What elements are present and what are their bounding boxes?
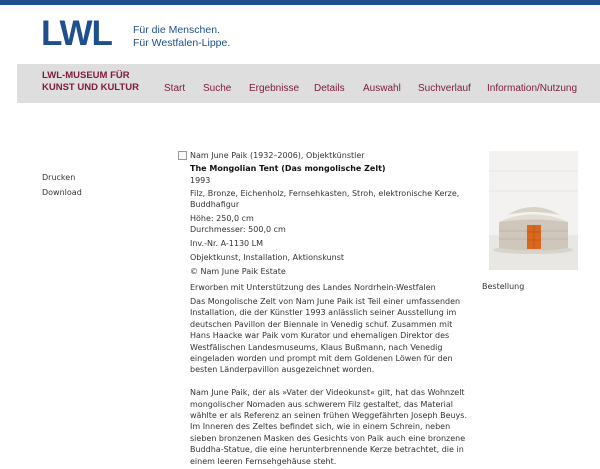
download-link[interactable]: Download bbox=[42, 188, 82, 197]
artist-name: Nam June Paik (1932–2006), Objektkünstler bbox=[190, 151, 365, 160]
description-paragraph-2: Nam June Paik, der als »Vater der Videokunst« gilt, hat das Wohnzelt mongolischer Nomaden aus schwerem Filz gestaltet, das Material wählte er als Referenz an seinen frühen Weggefährten Joseph Beuys. Im Inneren des Zeltes befindet sich, wie in einem Schrein, neben sieben bronzenen Masken des Gesichts von Paik auch eine bronzene Buddha-Statue, die eine herunterbrennende Kerze betrachtet, die in einem leeren Fernsehgehäuse steht. bbox=[190, 388, 468, 466]
description-paragraph-1: Das Mongolische Zelt von Nam June Paik ist Teil einer umfassenden Installation, die der Künstler 1993 anlässlich seiner Ausstellung im deutschen Pavillon der Biennale in Venedig schuf. Zusammen mit Hans Haacke war Paik vom Kurator und ehemaligen Direktor des Westfälischen Landesmuseums, Klaus Bußmann, nach Venedig eingeladen worden und prompt mit dem Goldenen Löwen für den besten Länderpavillon ausgezeichnet worden. bbox=[190, 297, 461, 375]
yurt-image bbox=[489, 151, 578, 270]
museum-name-line-1: LWL-MUSEUM FÜR bbox=[42, 70, 130, 81]
artwork-description bbox=[190, 296, 470, 467]
nav-auswahl[interactable]: Auswahl bbox=[363, 83, 401, 94]
artwork-diameter: Durchmesser: 500,0 cm bbox=[190, 225, 286, 234]
nav-suche[interactable]: Suche bbox=[203, 83, 232, 94]
main-navigation bbox=[17, 64, 600, 103]
nav-start[interactable]: Start bbox=[164, 83, 186, 94]
museum-name[interactable] bbox=[42, 70, 139, 94]
order-link[interactable]: Bestellung bbox=[482, 282, 525, 291]
nav-information[interactable]: Information/Nutzung bbox=[487, 83, 578, 94]
artwork-category: Objektkunst, Installation, Aktionskunst bbox=[190, 253, 345, 262]
acquisition-note: Erworben mit Unterstützung des Landes Nordrhein-Westfalen bbox=[190, 283, 436, 292]
logo-mark: LWL bbox=[41, 14, 112, 53]
tagline-line-1: Für die Menschen. bbox=[133, 24, 220, 36]
logo-tagline bbox=[133, 24, 263, 50]
artwork-title: The Mongolian Tent (Das mongolische Zelt) bbox=[190, 164, 386, 173]
tagline-line-2: Für Westfalen-Lippe. bbox=[133, 37, 231, 49]
artwork-material-line-1: Filz, Bronze, Eichenholz, Fernsehkasten, Stroh, elektronische Kerze, bbox=[190, 189, 460, 198]
artwork-year: 1993 bbox=[190, 176, 211, 185]
nav-ergebnisse[interactable]: Ergebnisse bbox=[249, 83, 300, 94]
inventory-number: Inv.-Nr. A-1130 LM bbox=[190, 239, 264, 248]
artwork-material-line-2: Buddhafigur bbox=[190, 200, 240, 209]
artwork-height: Höhe: 250,0 cm bbox=[190, 214, 254, 223]
museum-name-line-2: KUNST UND KULTUR bbox=[42, 82, 139, 93]
print-link[interactable]: Drucken bbox=[42, 173, 76, 182]
nav-details[interactable]: Details bbox=[314, 83, 345, 94]
artwork-image[interactable] bbox=[489, 151, 578, 270]
top-accent-bar bbox=[0, 0, 600, 5]
select-record-checkbox[interactable] bbox=[178, 151, 187, 160]
nav-suchverlauf[interactable]: Suchverlauf bbox=[418, 83, 471, 94]
copyright-notice: © Nam June Paik Estate bbox=[190, 267, 286, 276]
